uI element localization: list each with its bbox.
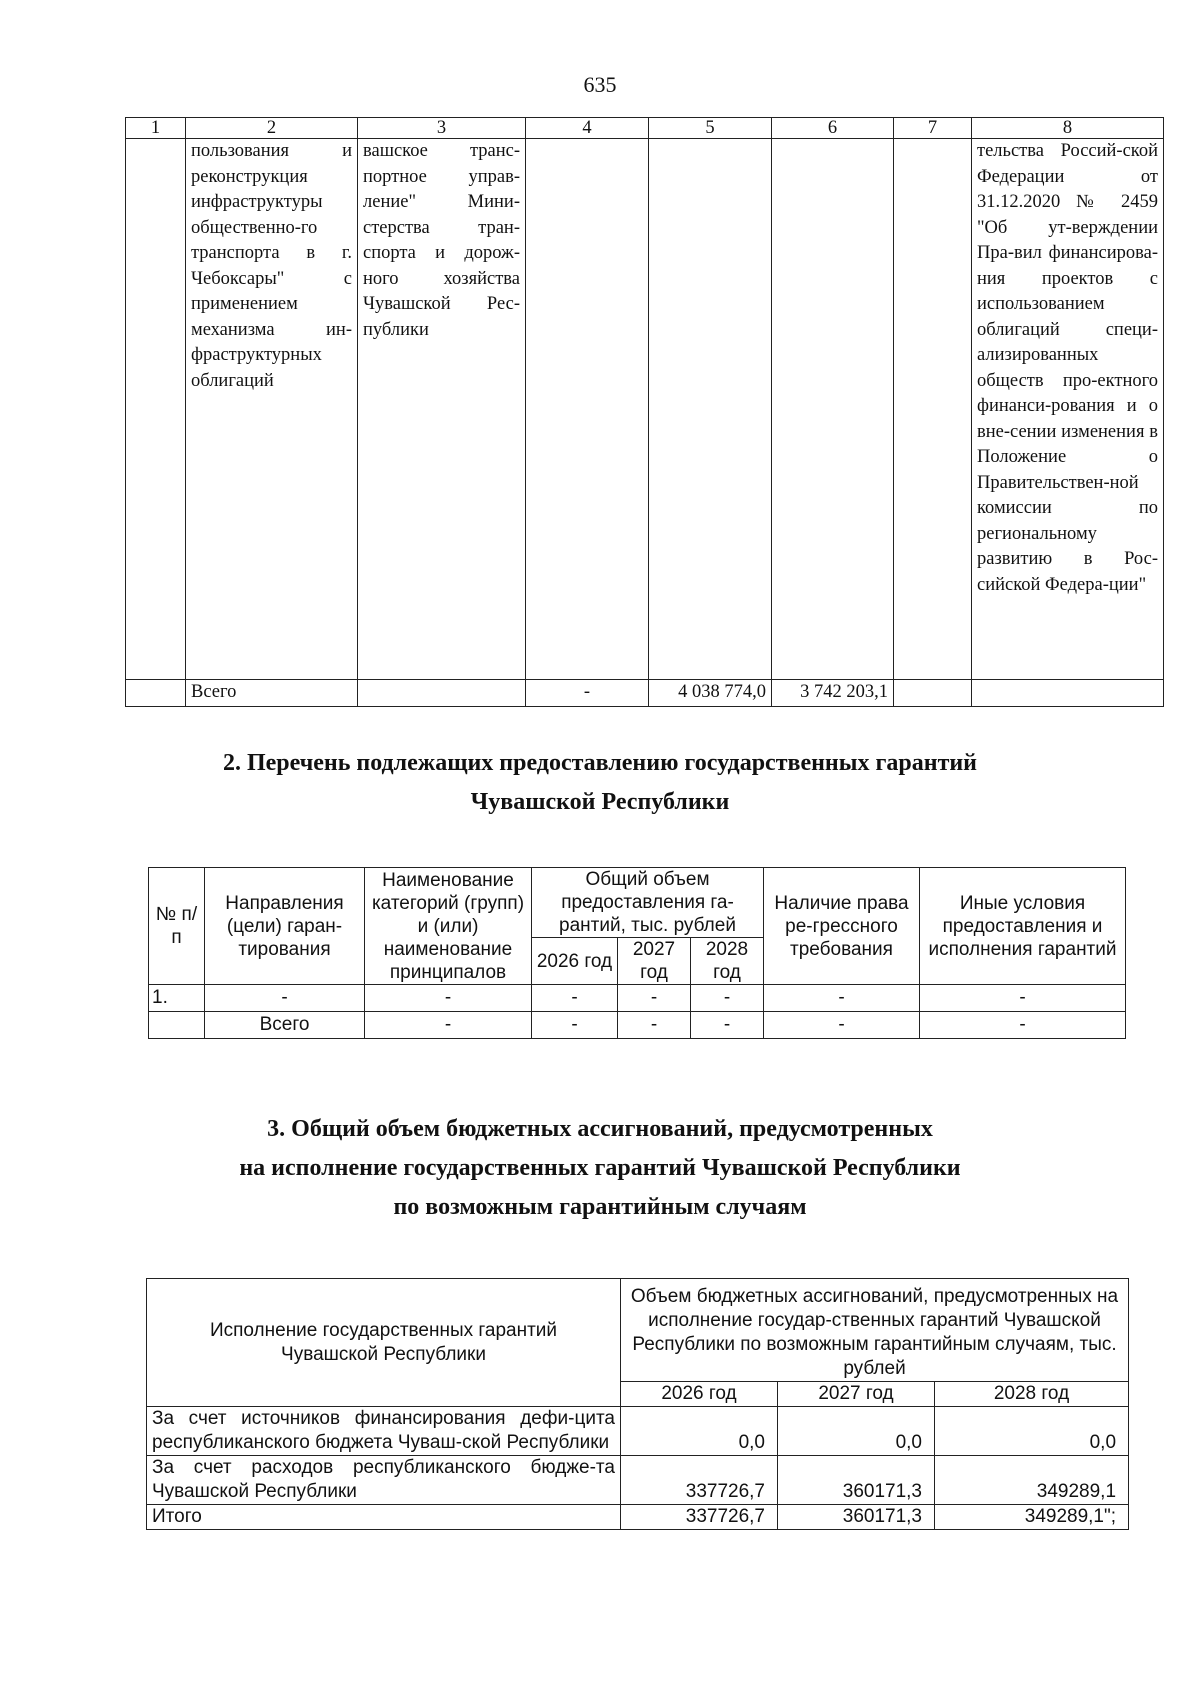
header-other: Иные условия предоставления и исполнения гарантий — [920, 868, 1126, 985]
header-2026: 2026 год — [532, 938, 618, 985]
section-2-title — [0, 744, 1200, 822]
header-volume: Объем бюджетных ассигнований, предусмотренных на исполнение государ-ственных гарантий Чувашской Республики по возможным гарантийным случаям, тыс. рублей — [621, 1279, 1129, 1382]
row-label: Итого — [147, 1505, 621, 1530]
total-col4: - — [526, 680, 649, 707]
table-header-row — [147, 1279, 1129, 1382]
column-number: 6 — [772, 118, 894, 139]
column-number: 2 — [186, 118, 358, 139]
section-3-title-line2: на исполнение государственных гарантий Чувашской Республики — [239, 1155, 961, 1181]
project-name-cell: пользования и реконструкция инфраструктуры общественно-го транспорта в г. Чебоксары" с применением механизма ин-фраструктурных облигаций — [186, 139, 358, 680]
executor-cell: вашское транс-портное управ-ление" Мини-стерства тран-спорта и дорож-ного хозяйства Чувашской Рес-публики — [358, 139, 526, 680]
legal-basis-cell: тельства Россий-ской Федерации от 31.12.2020 № 2459 "Об ут-верждении Пра-вил финансирова-ния проектов с использованием облигаций специ-ализированных обществ про-ектного финанси-рования и о вне-сении изменения в Положение о Правительствен-ной комиссии по региональному развитию в Рос-сийской Федера-ции" — [972, 139, 1164, 680]
budget-allocations-table — [146, 1278, 1129, 1530]
header-category: Наименование категорий (групп) и (или) наименование принципалов — [365, 868, 532, 985]
total-row — [126, 680, 1164, 707]
header-volume: Общий объем предоставления га-рантий, тыс. рублей — [532, 868, 764, 938]
column-number: 8 — [972, 118, 1164, 139]
table-row: За счет расходов республиканского бюдже-та Чувашской Республики 337726,7 360171,3 349289,1 — [147, 1456, 1129, 1505]
page-number: 635 — [583, 72, 617, 97]
total-row: Итого 337726,7 360171,3 349289,1"; — [147, 1505, 1129, 1530]
table-row — [126, 139, 1164, 680]
section-3-title — [0, 1110, 1200, 1227]
header-direction: Направления (цели) гаран-тирования — [205, 868, 365, 985]
column-number: 1 — [126, 118, 186, 139]
header-2028: 2028 год — [935, 1382, 1129, 1407]
guarantees-list-table — [148, 867, 1126, 1039]
table-row: 1. - - - - - - - — [149, 985, 1126, 1012]
total-col6: 3 742 203,1 — [772, 680, 894, 707]
section-3-title-line1: 3. Общий объем бюджетных ассигнований, предусмотренных — [267, 1116, 933, 1142]
header-regress: Наличие права ре-грессного требования — [764, 868, 920, 985]
table-row: За счет источников финансирования дефи-цита республиканского бюджета Чуваш-ской Республики 0,0 0,0 0,0 — [147, 1407, 1129, 1456]
column-number: 7 — [894, 118, 972, 139]
header-2027: 2027 год — [778, 1382, 935, 1407]
row-label: За счет источников финансирования дефи-цита республиканского бюджета Чуваш-ской Республики — [147, 1407, 621, 1456]
table-header-row — [149, 868, 1126, 938]
header-2028: 2028 год — [691, 938, 764, 985]
table-header-row — [126, 118, 1164, 139]
section-3-title-line3: по возможным гарантийным случаям — [393, 1194, 807, 1220]
section-2-title-line1: 2. Перечень подлежащих предоставлению государственных гарантий — [222, 750, 978, 776]
column-number: 4 — [526, 118, 649, 139]
total-label: Всего — [186, 680, 358, 707]
row-label: За счет расходов республиканского бюдже-та Чувашской Республики — [147, 1456, 621, 1505]
header-2027: 2027 год — [618, 938, 691, 985]
continuation-table — [125, 117, 1164, 707]
header-num: № п/п — [149, 868, 205, 985]
header-execution: Исполнение государственных гарантий Чувашской Республики — [147, 1279, 621, 1407]
column-number: 3 — [358, 118, 526, 139]
section-2-title-line2: Чувашской Республики — [470, 789, 730, 815]
header-2026: 2026 год — [621, 1382, 778, 1407]
total-row: Всего - - - - - - — [149, 1012, 1126, 1039]
total-col5: 4 038 774,0 — [649, 680, 772, 707]
column-number: 5 — [649, 118, 772, 139]
